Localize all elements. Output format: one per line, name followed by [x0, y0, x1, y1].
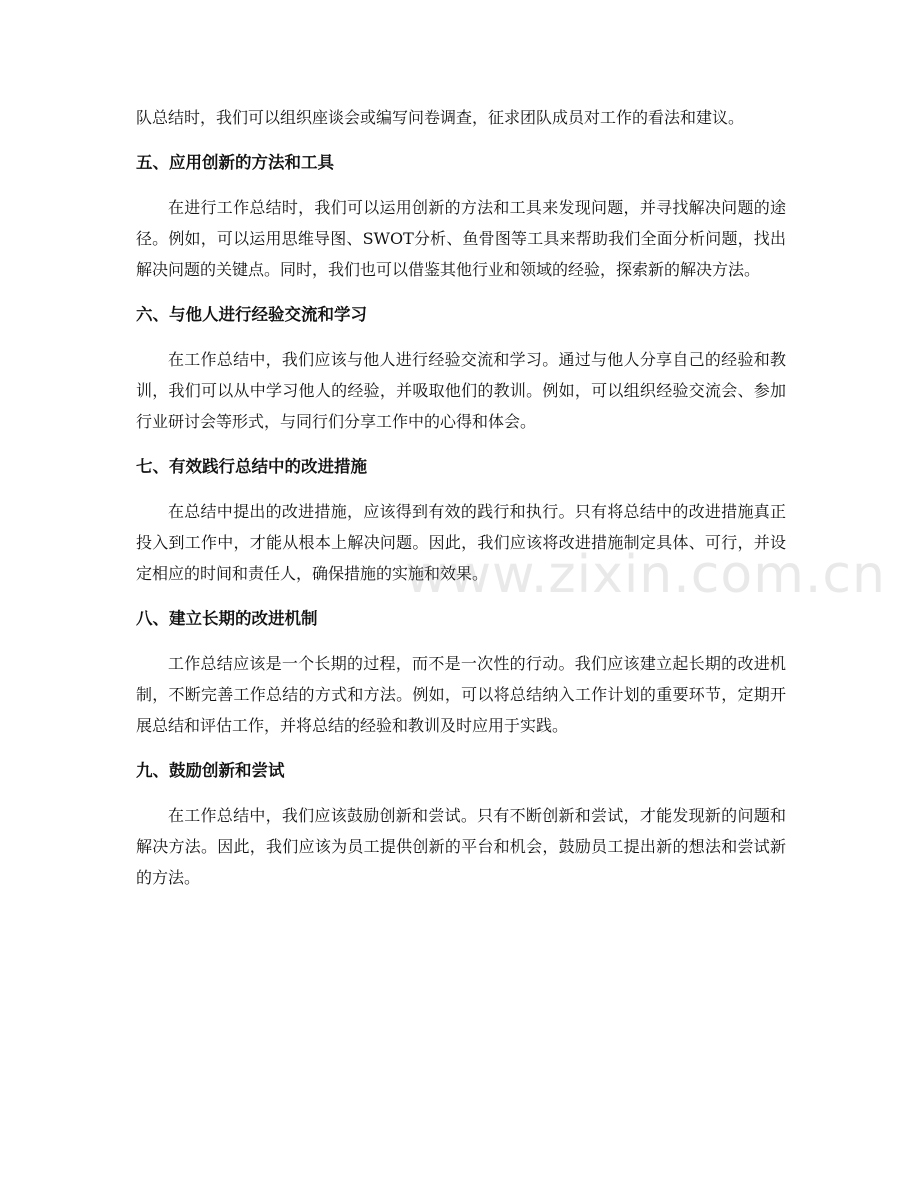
spacer	[136, 178, 786, 192]
spacer	[136, 437, 786, 451]
section-9-heading: 九、鼓励创新和尝试	[136, 761, 285, 780]
spacer	[136, 634, 786, 648]
section-7-heading: 七、有效践行总结中的改进措施	[136, 457, 367, 476]
spacer	[136, 786, 786, 800]
intro-paragraph: 队总结时，我们可以组织座谈会或编写问卷调查，征求团队成员对工作的看法和建议。	[136, 108, 745, 127]
watermark: www.zixin.com.cn	[405, 545, 886, 605]
document-page	[136, 102, 786, 893]
spacer	[136, 330, 786, 344]
spacer	[136, 589, 786, 603]
section-9-body: 在工作总结中，我们应该鼓励创新和尝试。只有不断创新和尝试，才能发现新的问题和解决方法。因此，我们应该为员工提供创新的平台和机会，鼓励员工提出新的想法和尝试新的方法。	[136, 806, 786, 887]
section-7-body: 在总结中提出的改进措施，应该得到有效的践行和执行。只有将总结中的改进措施真正投入到工作中，才能从根本上解决问题。因此，我们应该将改进措施制定具体、可行，并设定相应的时间和责任人，确保措施的实施和效果。	[136, 502, 786, 583]
section-8-heading: 八、建立长期的改进机制	[136, 609, 318, 628]
spacer	[136, 133, 786, 147]
spacer	[136, 285, 786, 299]
section-5-heading: 五、应用创新的方法和工具	[136, 153, 334, 172]
spacer	[136, 741, 786, 755]
spacer	[136, 482, 786, 496]
section-8-body: 工作总结应该是一个长期的过程，而不是一次性的行动。我们应该建立起长期的改进机制，不断完善工作总结的方式和方法。例如，可以将总结纳入工作计划的重要环节，定期开展总结和评估工作，并将总结的经验和教训及时应用于实践。	[136, 654, 786, 735]
section-6-body: 在工作总结中，我们应该与他人进行经验交流和学习。通过与他人分享自己的经验和教训，我们可以从中学习他人的经验，并吸取他们的教训。例如，可以组织经验交流会、参加行业研讨会等形式，与同行们分享工作中的心得和体会。	[136, 350, 786, 431]
section-6-heading: 六、与他人进行经验交流和学习	[136, 305, 367, 324]
section-5-body: 在进行工作总结时，我们可以运用创新的方法和工具来发现问题，并寻找解决问题的途径。例如，可以运用思维导图、SWOT分析、鱼骨图等工具来帮助我们全面分析问题，找出解决问题的关键点。同时，我们也可以借鉴其他行业和领域的经验，探索新的解决方法。	[136, 198, 786, 279]
